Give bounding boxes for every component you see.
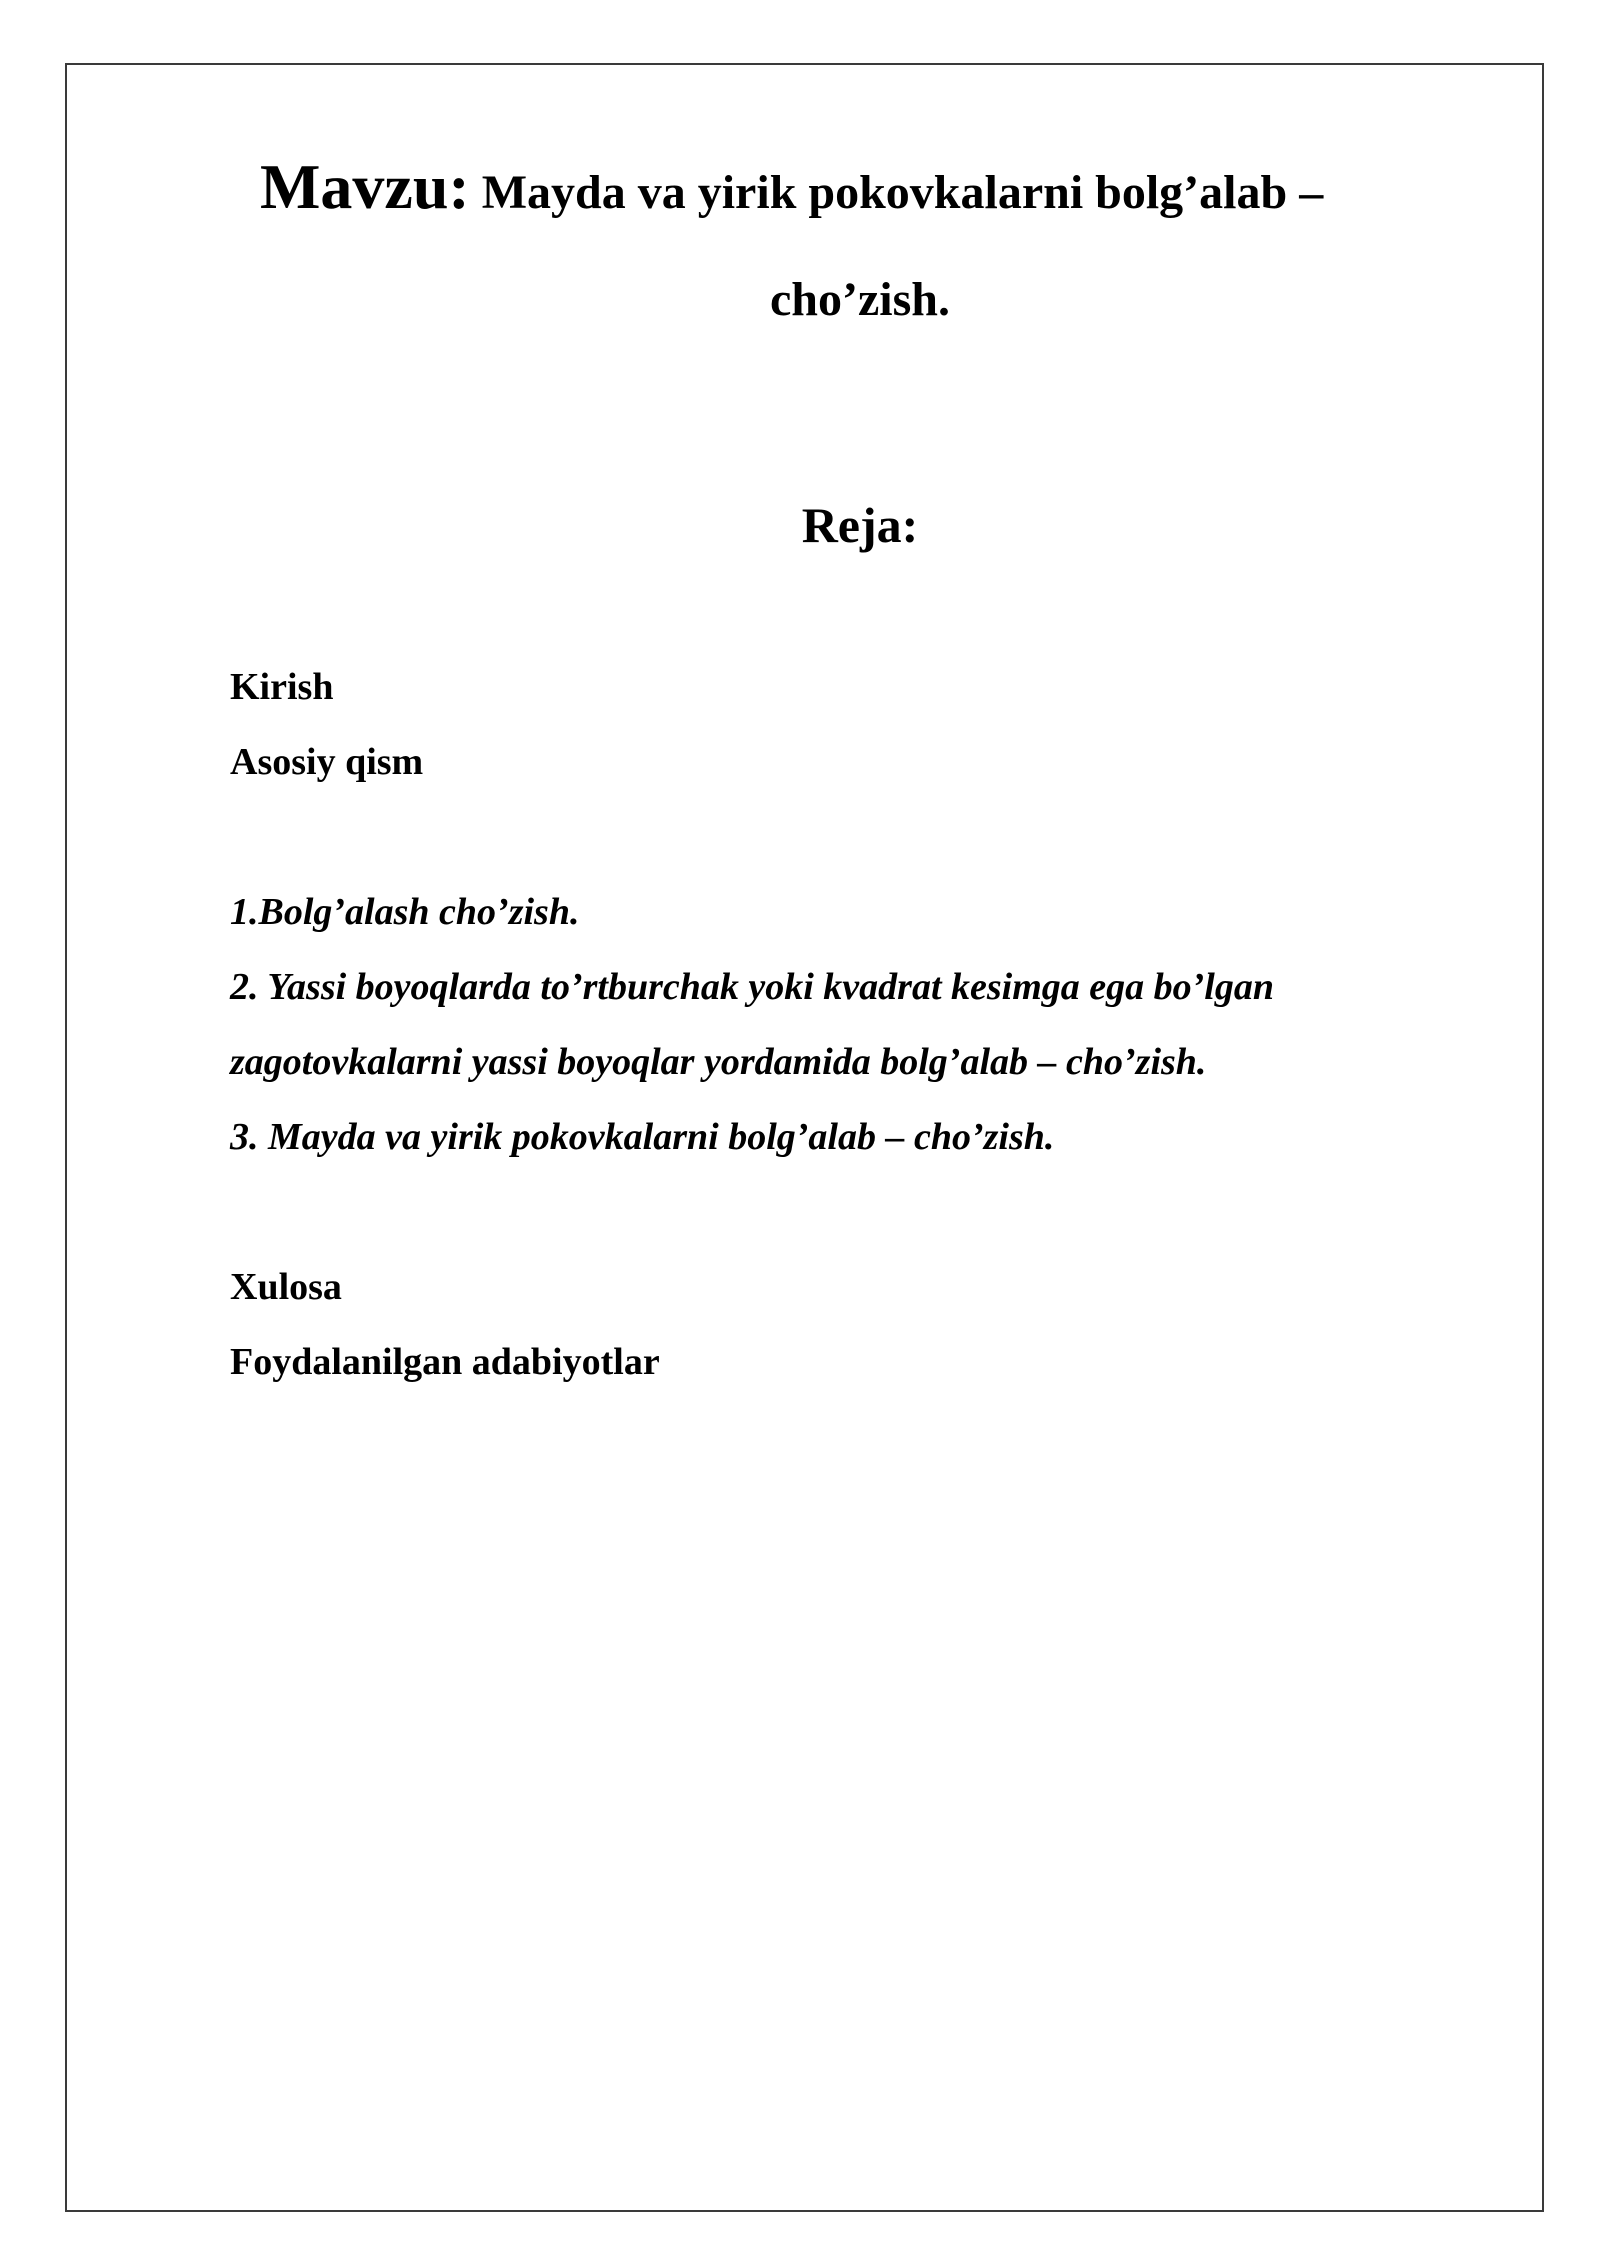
plan-subitem: 3. Mayda va yirik pokovkalarni bolg’alab – cho’zish.	[230, 1116, 1055, 1158]
plan-subitem: zagotovkalarni yassi boyoqlar yordamida bolg’alab – cho’zish.	[230, 1041, 1207, 1083]
plan-item-conclusion: Xulosa	[230, 1266, 342, 1308]
document-title	[65, 150, 1600, 224]
plan-subitem: 2. Yassi boyoqlarda to’rtburchak yoki kvadrat kesimga ega bo’lgan	[230, 966, 1274, 1008]
spacer	[230, 800, 1510, 875]
document-title-continuation: cho’zish.	[770, 273, 950, 326]
title-text: Mayda va yirik pokovkalarni bolg’alab –	[469, 166, 1324, 219]
plan-heading: Reja:	[801, 497, 919, 553]
plan-subitem: 1.Bolg’alash cho’zish.	[230, 891, 580, 933]
plan-item-references: Foydalanilgan adabiyotlar	[230, 1341, 660, 1383]
plan-item-intro: Kirish	[230, 666, 334, 708]
title-label: Mavzu:	[260, 151, 470, 222]
spacer	[230, 1175, 1510, 1250]
plan-list	[230, 650, 1510, 1400]
plan-item-main-part: Asosiy qism	[230, 741, 424, 783]
